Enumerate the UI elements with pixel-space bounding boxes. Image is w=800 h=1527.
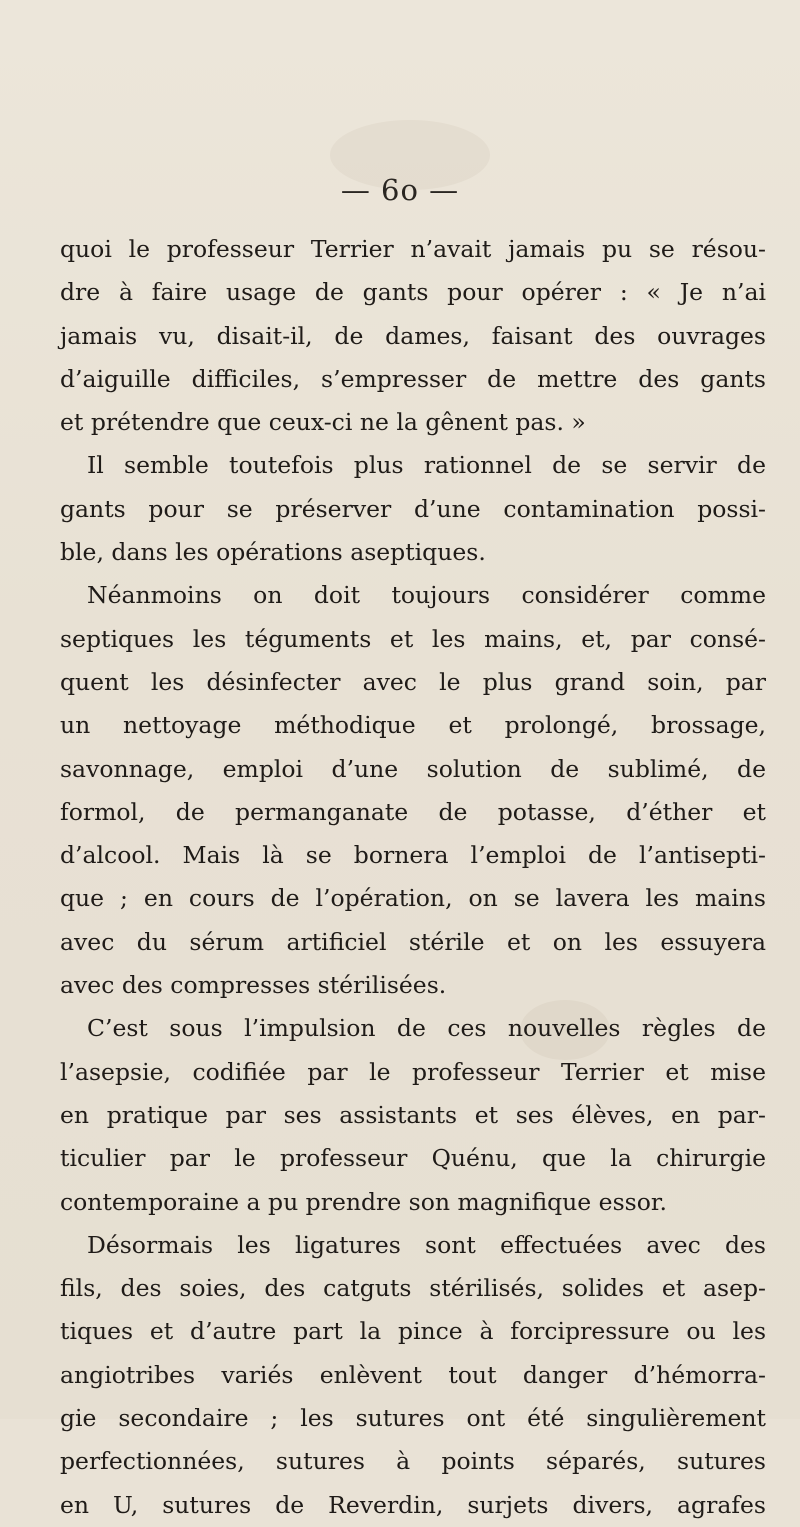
text-line: formol, de permanganate de potasse, d’éther et <box>60 797 766 826</box>
text-line: perfectionnées, sutures à points séparés, sutures <box>60 1447 766 1476</box>
text-line: Désormais les ligatures sont effectuées avec des <box>87 1230 766 1259</box>
text-line: quent les désinfecter avec le plus grand soin, par <box>60 667 766 696</box>
text-line: savonnage, emploi d’une solution de sublimé, de <box>60 754 766 783</box>
text-line: un nettoyage méthodique et prolongé, brossage, <box>60 711 766 740</box>
text-line: ble, dans les opérations aseptiques. <box>60 538 486 567</box>
text-body <box>60 228 766 1527</box>
text-line: fils, des soies, des catguts stérilisés, solides et asep- <box>60 1274 766 1303</box>
text-line: tiques et d’autre part la pince à forcipressure ou les <box>60 1317 766 1346</box>
text-line: que ; en cours de l’opération, on se lavera les mains <box>60 884 766 913</box>
page-number: — 6o — <box>340 173 460 207</box>
text-line: en pratique par ses assistants et ses élèves, en par- <box>60 1100 766 1129</box>
text-line: avec du sérum artificiel stérile et on les essuyera <box>60 927 766 956</box>
text-line: quoi le professeur Terrier n’avait jamais pu se résou- <box>60 235 766 263</box>
text-line: septiques les téguments et les mains, et, par consé- <box>60 624 766 653</box>
text-line: dre à faire usage de gants pour opérer : « Je n’ai <box>60 278 766 307</box>
text-line: et prétendre que ceux-ci ne la gênent pas. » <box>60 408 586 437</box>
text-line: jamais vu, disait-il, de dames, faisant des ouvrages <box>60 321 766 350</box>
text-line: avec des compresses stérilisées. <box>60 971 447 1000</box>
text-line: gie secondaire ; les sutures ont été singulièrement <box>60 1404 766 1433</box>
text-line: d’alcool. Mais là se bornera l’emploi de l’antisepti- <box>60 841 766 870</box>
text-line: Il semble toutefois plus rationnel de se servir de <box>87 451 766 480</box>
text-line: angiotribes variés enlèvent tout danger d’hémorra- <box>60 1360 766 1389</box>
text-line: l’asepsie, codifiée par le professeur Terrier et mise <box>60 1057 766 1086</box>
text-line: contemporaine a pu prendre son magnifique essor. <box>60 1187 667 1216</box>
text-line: gants pour se préserver d’une contamination possi- <box>60 494 766 523</box>
text-line: ticulier par le professeur Quénu, que la chirurgie <box>60 1144 766 1173</box>
text-line: d’aiguille difficiles, s’empresser de mettre des gants <box>60 364 766 393</box>
text-line: en U, sutures de Reverdin, surjets divers, agrafes <box>60 1490 766 1519</box>
text-line: Néanmoins on doit toujours considérer comme <box>87 581 766 610</box>
text-line: C’est sous l’impulsion de ces nouvelles règles de <box>87 1014 766 1043</box>
